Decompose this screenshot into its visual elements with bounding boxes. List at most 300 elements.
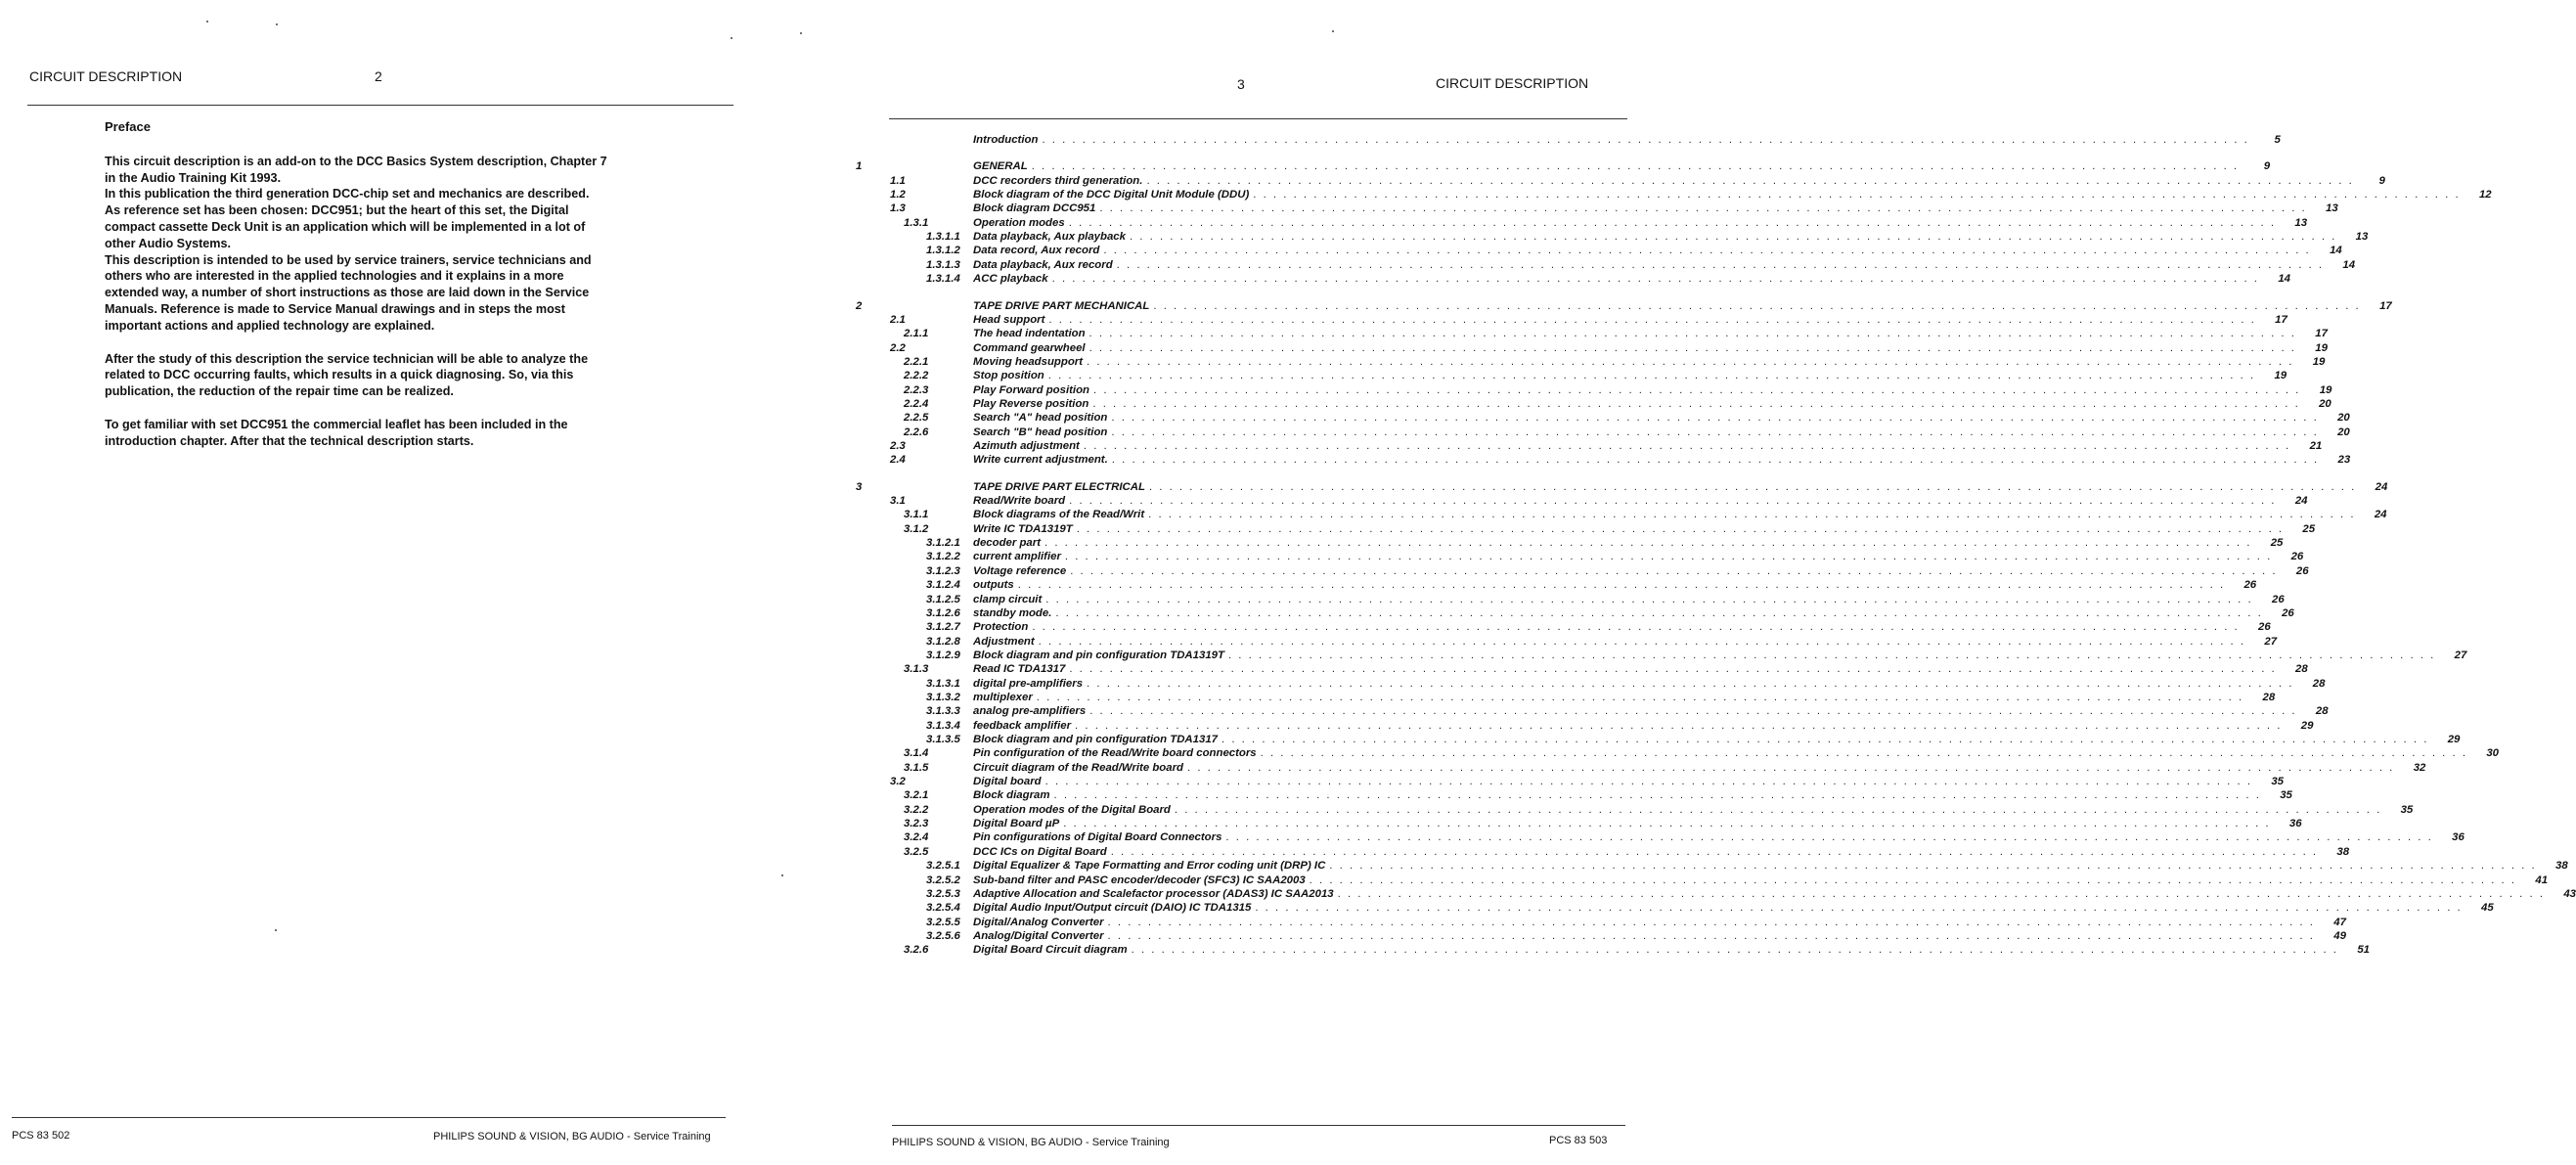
toc-entry-title: Moving headsupport [973,355,1084,368]
toc-entry-page: 13 [2326,202,2338,215]
toc-entry[interactable] [861,705,2329,720]
toc-leader-dots: . . . . . . . . . . . . . . . . . . . . . . . . . . . . . . . . . . . . . . . . . . . . . . . . . . . . . . . . . . . . . . . . . . . . . . . . . . . . . . . . . . . . . . . . . . . . . . . . . . . . . . . . . . . . . . . . . . . . . . . . [1055,606,2263,619]
toc-leader-dots: . . . . . . . . . . . . . . . . . . . . . . . . . . . . . . . . . . . . . . . . . . . . . . . . . . . . . . . . . . . . . . . . . . . . . . . . . . . . . . . . . . . . . . . . . . . . . . . . . . . . . . . . . . . . . . . . . . . . . . . . [1146,174,2354,187]
toc-entry-title: digital pre-amplifiers [973,677,1084,690]
toc-entry[interactable] [861,426,2350,441]
left-footer-rule [12,1117,726,1118]
toc-leader-dots: . . . . . . . . . . . . . . . . . . . . . . . . . . . . . . . . . . . . . . . . . . . . . . . . . . . . . . . . . . . . . . . . . . . . . . . . . . . . . . . . . . . . . . . . . . . . . . . . . . . . . . . . . . . . . . . . . . . . . . . . [1309,874,2517,886]
toc-entry-title: Digital Audio Input/Output circuit (DAIO) IC TDA1315 [973,902,1252,915]
toc-entry-title: Analog/Digital Converter [973,929,1104,942]
toc-entry[interactable] [861,202,2338,217]
preface-line: Manuals. Reference is made to Service Manual drawings and in steps the most [105,301,566,316]
toc-leader-dots: . . . . . . . . . . . . . . . . . . . . . . . . . . . . . . . . . . . . . . . . . . . . . . . . . . . . . . . . . . . . . . . . . . . . . . . . . . . . . . . . . . . . . . . . . . . . . . . . . . . . . . . . . . . . . . . . . . . . . . . . [1047,370,2256,382]
toc-entry-title: Digital/Analog Converter [973,916,1104,928]
toc-entry[interactable] [861,355,2326,371]
toc-entry-title: Voltage reference [973,564,1067,577]
scan-speck [206,21,208,22]
toc-leader-dots: . . . . . . . . . . . . . . . . . . . . . . . . . . . . . . . . . . . . . . . . . . . . . . . . . . . . . . . . . . . . . . . . . . . . . . . . . . . . . . . . . . . . . . . . . . . . . . . . . . . . . . . . . . . . . . . . . . . . . . . . [1221,734,2429,745]
toc-leader-dots: . . . . . . . . . . . . . . . . . . . . . . . . . . . . . . . . . . . . . . . . . . . . . . . . . . . . . . . . . . . . . . . . . . . . . . . . . . . . . . . . . . . . . . . . . . . . . . . . . . . . . . . . . . . . . . . . . . . . . . . . [1088,341,2296,354]
toc-entry[interactable] [861,328,2328,342]
preface-line: This description is intended to be used by service trainers, service technicians and [105,252,592,267]
toc-entry[interactable] [861,635,2278,650]
toc-entry-title: Block diagram and pin configuration TDA1319T [973,649,1224,661]
preface-line: This circuit description is an add-on to the DCC Basics System description, Chapter 7 [105,154,607,168]
preface-line: After the study of this description the service technician will be able to analyze the [105,351,589,366]
toc-entry[interactable] [861,509,2387,523]
toc-entry-number: 3.1.2.9 [926,649,960,661]
toc-entry-title: current amplifier [973,551,1061,563]
toc-entry-title: GENERAL [973,160,1028,173]
toc-entry-page: 25 [2302,522,2316,535]
toc-entry[interactable] [861,397,2332,413]
toc-entry[interactable] [861,313,2287,329]
left-footer-doc-code: PCS 83 502 [12,1130,70,1142]
preface-line: To get familiar with set DCC951 the commercial leaflet has been included in the [105,417,568,431]
toc-entry-number: 3.1.2 [904,522,929,535]
toc-leader-dots: . . . . . . . . . . . . . . . . . . . . . . . . . . . . . . . . . . . . . . . . . . . . . . . . . . . . . . . . . . . . . . . . . . . . . . . . . . . . . . . . . . . . . . . . . . . . . . . . . . . . . . . . . . . . . . . . . . . . . . . . [1225,831,2433,844]
toc-entry-title: The head indentation [973,328,1086,340]
toc-leader-dots: . . . . . . . . . . . . . . . . . . . . . . . . . . . . . . . . . . . . . . . . . . . . . . . . . . . . . . . . . . . . . . . . . . . . . . . . . . . . . . . . . . . . . . . . . . . . . . . . . . . . . . . . . . . . . . . . . . . . . . . . [1042,134,2249,146]
toc-entry[interactable] [861,649,2467,664]
toc-entry-title: Block diagram DCC951 [973,202,1096,215]
toc-entry-number: 3.2.5.5 [926,916,960,928]
toc-entry-page: 20 [2337,426,2350,438]
toc-entry-number: 3.1.3 [904,663,929,676]
toc-entry-number: 2.1 [890,313,906,326]
toc-entry[interactable] [861,818,2302,832]
toc-entry-number: 3.1.2.7 [926,621,960,634]
toc-entry-page: 21 [2309,440,2323,452]
toc-entry-title: Azimuth adjustment [973,440,1080,452]
preface-line: related to DCC occurring faults, which results in a quick diagnosing. So, via this [105,368,574,382]
toc-entry-page: 35 [2400,803,2414,816]
toc-entry-page: 32 [2413,761,2426,774]
toc-entry-title: Protection [973,621,1029,634]
toc-entry-title: Operation modes of the Digital Board [973,803,1171,816]
toc-entry[interactable] [861,564,2309,580]
toc-entry[interactable] [861,593,2285,608]
toc-leader-dots: . . . . . . . . . . . . . . . . . . . . . . . . . . . . . . . . . . . . . . . . . . . . . . . . . . . . . . . . . . . . . . . . . . . . . . . . . . . . . . . . . . . . . . . . . . . . . . . . . . . . . . . . . . . . . . . . . . . . . . . . [1092,383,2301,396]
toc-entry-title: Digital Board Circuit diagram [973,944,1128,957]
toc-entry-page: 27 [2454,649,2467,661]
toc-leader-dots: . . . . . . . . . . . . . . . . . . . . . . . . . . . . . . . . . . . . . . . . . . . . . . . . . . . . . . . . . . . . . . . . . . . . . . . . . . . . . . . . . . . . . . . . . . . . . . . . . . . . . . . . . . . . . . . . . . . . . . . . [1017,579,2226,592]
toc-entry-page: 26 [2258,621,2271,634]
toc-leader-dots: . . . . . . . . . . . . . . . . . . . . . . . . . . . . . . . . . . . . . . . . . . . . . . . . . . . . . . . . . . . . . . . . . . . . . . . . . . . . . . . . . . . . . . . . . . . . . . . . . . . . . . . . . . . . . . . . . . . . . . . . [1031,160,2240,173]
toc-entry[interactable] [861,189,2492,203]
toc-entry[interactable] [861,454,2351,469]
toc-entry[interactable] [861,860,2568,874]
toc-leader-dots: . . . . . . . . . . . . . . . . . . . . . . . . . . . . . . . . . . . . . . . . . . . . . . . . . . . . . . . . . . . . . . . . . . . . . . . . . . . . . . . . . . . . . . . . . . . . . . . . . . . . . . . . . . . . . . . . . . . . . . . . [1044,537,2252,550]
toc-entry-title: Digital Board µP [973,818,1060,830]
preface-line: other Audio Systems. [105,236,231,250]
toc-entry-page: 13 [2355,231,2369,244]
toc-entry[interactable] [856,160,2271,175]
toc-entry-page: 17 [2275,313,2287,326]
toc-entry[interactable] [861,174,2385,190]
toc-entry-title: outputs [973,579,1014,592]
toc-leader-dots: . . . . . . . . . . . . . . . . . . . . . . . . . . . . . . . . . . . . . . . . . . . . . . . . . . . . . . . . . . . . . . . . . . . . . . . . . . . . . . . . . . . . . . . . . . . . . . . . . . . . . . . . . . . . . . . . . . . . . . . . [1089,705,2297,718]
toc-leader-dots: . . . . . . . . . . . . . . . . . . . . . . . . . . . . . . . . . . . . . . . . . . . . . . . . . . . . . . . . . . . . . . . . . . . . . . . . . . . . . . . . . . . . . . . . . . . . . . . . . . . . . . . . . . . . . . . . . . . . . . . . [1255,902,2463,915]
preface-line: compact cassette Deck Unit is an application which will be implemented in a lot of [105,219,586,234]
toc-entry-number: 3.1.2.3 [926,564,960,577]
toc-entry-page: 19 [2319,383,2332,396]
toc-entry-number: 3.1 [890,495,906,508]
preface-line: As reference set has been chosen: DCC951; but the heart of this set, the Digital [105,203,569,218]
toc-entry-page: 38 [2336,845,2350,858]
toc-leader-dots: . . . . . . . . . . . . . . . . . . . . . . . . . . . . . . . . . . . . . . . . . . . . . . . . . . . . . . . . . . . . . . . . . . . . . . . . . . . . . . . . . . . . . . . . . . . . . . . . . . . . . . . . . . . . . . . . . . . . . . . . [1051,273,2259,286]
toc-entry-title: Search "A" head position [973,412,1108,425]
toc-entry-page: 24 [2374,509,2387,521]
toc-entry-page: 47 [2333,916,2346,928]
toc-entry-number: 2.2 [890,341,906,354]
toc-entry[interactable] [861,944,2370,959]
toc-entry-title: Play Forward position [973,383,1089,396]
toc-entry[interactable] [861,719,2314,735]
toc-entry-number: 2.2.3 [904,383,929,396]
toc-leader-dots: . . . . . . . . . . . . . . . . . . . . . . . . . . . . . . . . . . . . . . . . . . . . . . . . . . . . . . . . . . . . . . . . . . . . . . . . . . . . . . . . . . . . . . . . . . . . . . . . . . . . . . . . . . . . . . . . . . . . . . . . [1111,454,2320,467]
toc-entry[interactable] [861,776,2284,790]
toc-entry-page: 35 [2280,789,2292,802]
preface-line: introduction chapter. After that the technical description starts. [105,433,474,448]
toc-leader-dots: . . . . . . . . . . . . . . . . . . . . . . . . . . . . . . . . . . . . . . . . . . . . . . . . . . . . . . . . . . . . . . . . . . . . . . . . . . . . . . . . . . . . . . . . . . . . . . . . . . . . . . . . . . . . . . . . . . . . . . . . [1337,887,2545,900]
scan-speck [1332,30,1334,32]
toc-leader-dots: . . . . . . . . . . . . . . . . . . . . . . . . . . . . . . . . . . . . . . . . . . . . . . . . . . . . . . . . . . . . . . . . . . . . . . . . . . . . . . . . . . . . . . . . . . . . . . . . . . . . . . . . . . . . . . . . . . . . . . . . [1045,593,2253,605]
toc-entry-number: 2.2.2 [904,370,929,382]
toc-entry-number: 2.2.4 [904,397,929,410]
preface-paragraph [105,417,691,450]
toc-leader-dots: . . . . . . . . . . . . . . . . . . . . . . . . . . . . . . . . . . . . . . . . . . . . . . . . . . . . . . . . . . . . . . . . . . . . . . . . . . . . . . . . . . . . . . . . . . . . . . . . . . . . . . . . . . . . . . . . . . . . . . . . [1111,412,2319,425]
toc-entry-number: 1.3.1.3 [926,258,960,271]
toc-entry-number: 2.1.1 [904,328,929,340]
toc-entry-title: Block diagrams of the Read/Writ [973,509,1145,521]
toc-leader-dots: . . . . . . . . . . . . . . . . . . . . . . . . . . . . . . . . . . . . . . . . . . . . . . . . . . . . . . . . . . . . . . . . . . . . . . . . . . . . . . . . . . . . . . . . . . . . . . . . . . . . . . . . . . . . . . . . . . . . . . . . [1099,202,2307,215]
right-footer-publisher: PHILIPS SOUND & VISION, BG AUDIO - Service Training [892,1137,1170,1148]
toc-leader-dots: . . . . . . . . . . . . . . . . . . . . . . . . . . . . . . . . . . . . . . . . . . . . . . . . . . . . . . . . . . . . . . . . . . . . . . . . . . . . . . . . . . . . . . . . . . . . . . . . . . . . . . . . . . . . . . . . . . . . . . . . [1153,299,2361,312]
toc-entry-page: 49 [2333,929,2346,942]
toc-entry[interactable] [861,412,2350,426]
toc-entry[interactable] [861,522,2316,538]
toc-entry-number: 1.3.1.1 [926,231,960,244]
toc-entry-number: 3.1.2.5 [926,593,960,605]
toc-entry-page: 26 [2271,593,2285,605]
toc-entry-page: 9 [2263,160,2271,173]
toc-entry-page: 28 [2262,691,2276,703]
toc-entry[interactable] [861,734,2461,748]
toc-entry-title: Digital Equalizer & Tape Formatting and Error coding unit (DRP) IC [973,860,1326,873]
toc-entry-page: 36 [2288,818,2302,830]
toc-leader-dots: . . . . . . . . . . . . . . . . . . . . . . . . . . . . . . . . . . . . . . . . . . . . . . . . . . . . . . . . . . . . . . . . . . . . . . . . . . . . . . . . . . . . . . . . . . . . . . . . . . . . . . . . . . . . . . . . . . . . . . . . [1107,929,2315,942]
toc-leader-dots: . . . . . . . . . . . . . . . . . . . . . . . . . . . . . . . . . . . . . . . . . . . . . . . . . . . . . . . . . . . . . . . . . . . . . . . . . . . . . . . . . . . . . . . . . . . . . . . . . . . . . . . . . . . . . . . . . . . . . . . . [1036,691,2244,703]
toc-entry-number: 3.1.2.8 [926,635,960,648]
toc-entry-number: 3.2.5.1 [926,860,960,873]
toc-leader-dots: . . . . . . . . . . . . . . . . . . . . . . . . . . . . . . . . . . . . . . . . . . . . . . . . . . . . . . . . . . . . . . . . . . . . . . . . . . . . . . . . . . . . . . . . . . . . . . . . . . . . . . . . . . . . . . . . . . . . . . . . [1148,480,2357,493]
toc-entry[interactable] [856,480,2388,496]
scan-speck [731,37,733,39]
toc-leader-dots: . . . . . . . . . . . . . . . . . . . . . . . . . . . . . . . . . . . . . . . . . . . . . . . . . . . . . . . . . . . . . . . . . . . . . . . . . . . . . . . . . . . . . . . . . . . . . . . . . . . . . . . . . . . . . . . . . . . . . . . . [1174,803,2382,816]
toc-entry[interactable] [861,216,2308,232]
toc-entry-title: DCC ICs on Digital Board [973,845,1107,858]
toc-entry-title: Adaptive Allocation and Scalefactor processor (ADAS3) IC SAA2013 [973,887,1334,900]
toc-entry-number: 3.2 [890,776,906,788]
toc-leader-dots: . . . . . . . . . . . . . . . . . . . . . . . . . . . . . . . . . . . . . . . . . . . . . . . . . . . . . . . . . . . . . . . . . . . . . . . . . . . . . . . . . . . . . . . . . . . . . . . . . . . . . . . . . . . . . . . . . . . . . . . . [1260,747,2468,760]
toc-entry[interactable] [861,831,2465,846]
toc-entry-page: 26 [2295,564,2309,577]
toc-leader-dots: . . . . . . . . . . . . . . . . . . . . . . . . . . . . . . . . . . . . . . . . . . . . . . . . . . . . . . . . . . . . . . . . . . . . . . . . . . . . . . . . . . . . . . . . . . . . . . . . . . . . . . . . . . . . . . . . . . . . . . . . [1092,397,2300,410]
toc-entry-number: 3.2.4 [904,831,929,844]
toc-entry[interactable] [856,299,2392,315]
toc-entry-number: 3.2.1 [904,789,929,802]
toc-entry[interactable] [861,789,2292,804]
toc-entry[interactable] [861,747,2500,762]
toc-entry-title: Pin configurations of Digital Board Connectors [973,831,1222,844]
toc-entry[interactable] [861,606,2294,622]
toc-leader-dots: . . . . . . . . . . . . . . . . . . . . . . . . . . . . . . . . . . . . . . . . . . . . . . . . . . . . . . . . . . . . . . . . . . . . . . . . . . . . . . . . . . . . . . . . . . . . . . . . . . . . . . . . . . . . . . . . . . . . . . . . [1111,426,2319,438]
toc-entry-title: Data record, Aux record [973,245,1100,257]
toc-entry-title: Command gearwheel [973,341,1086,354]
toc-entry-title: Circuit diagram of the Read/Write board [973,761,1183,774]
toc-leader-dots: . . . . . . . . . . . . . . . . . . . . . . . . . . . . . . . . . . . . . . . . . . . . . . . . . . . . . . . . . . . . . . . . . . . . . . . . . . . . . . . . . . . . . . . . . . . . . . . . . . . . . . . . . . . . . . . . . . . . . . . . [1048,313,2256,326]
toc-entry-page: 28 [2315,705,2329,718]
toc-entry-title: Introduction [973,134,1039,146]
toc-entry-title: Read IC TDA1317 [973,663,1066,676]
toc-entry-page: 24 [2294,495,2308,508]
toc-entry-page: 13 [2294,216,2308,229]
toc-entry-number: 3.2.3 [904,818,929,830]
toc-leader-dots: . . . . . . . . . . . . . . . . . . . . . . . . . . . . . . . . . . . . . . . . . . . . . . . . . . . . . . . . . . . . . . . . . . . . . . . . . . . . . . . . . . . . . . . . . . . . . . . . . . . . . . . . . . . . . . . . . . . . . . . . [1069,663,2277,676]
toc-leader-dots: . . . . . . . . . . . . . . . . . . . . . . . . . . . . . . . . . . . . . . . . . . . . . . . . . . . . . . . . . . . . . . . . . . . . . . . . . . . . . . . . . . . . . . . . . . . . . . . . . . . . . . . . . . . . . . . . . . . . . . . . [1087,677,2294,690]
toc-leader-dots: . . . . . . . . . . . . . . . . . . . . . . . . . . . . . . . . . . . . . . . . . . . . . . . . . . . . . . . . . . . . . . . . . . . . . . . . . . . . . . . . . . . . . . . . . . . . . . . . . . . . . . . . . . . . . . . . . . . . . . . . [1131,944,2338,957]
toc-entry[interactable] [861,803,2414,819]
scan-speck [275,929,277,931]
preface [105,119,691,467]
toc-entry-number: 1.1 [890,174,906,187]
toc-leader-dots: . . . . . . . . . . . . . . . . . . . . . . . . . . . . . . . . . . . . . . . . . . . . . . . . . . . . . . . . . . . . . . . . . . . . . . . . . . . . . . . . . . . . . . . . . . . . . . . . . . . . . . . . . . . . . . . . . . . . . . . . [1088,328,2296,340]
toc-entry-page: 38 [2555,860,2568,873]
right-header-rule [889,118,1627,119]
toc-leader-dots: . . . . . . . . . . . . . . . . . . . . . . . . . . . . . . . . . . . . . . . . . . . . . . . . . . . . . . . . . . . . . . . . . . . . . . . . . . . . . . . . . . . . . . . . . . . . . . . . . . . . . . . . . . . . . . . . . . . . . . . . [1032,621,2240,634]
toc-entry-title: Digital board [973,776,1042,788]
toc-entry-title: clamp circuit [973,593,1043,605]
toc-entry-title: Data playback, Aux playback [973,231,1126,244]
right-header-section: CIRCUIT DESCRIPTION [1436,75,1589,91]
toc-entry-number: 3 [856,480,863,493]
toc-entry[interactable] [861,845,2350,861]
toc-entry-number: 3.1.5 [904,761,929,774]
toc-entry[interactable] [861,273,2290,288]
toc-entry[interactable] [861,621,2271,636]
toc-entry[interactable] [861,887,2576,903]
toc-leader-dots: . . . . . . . . . . . . . . . . . . . . . . . . . . . . . . . . . . . . . . . . . . . . . . . . . . . . . . . . . . . . . . . . . . . . . . . . . . . . . . . . . . . . . . . . . . . . . . . . . . . . . . . . . . . . . . . . . . . . . . . . [1068,216,2277,229]
toc-entry[interactable] [861,663,2308,678]
toc-entry-number: 3.1.3.3 [926,705,960,718]
toc-entry-title: Write current adjustment. [973,454,1108,467]
toc-entry-title: Sub-band filter and PASC encoder/decoder (SFC3) IC SAA2003 [973,874,1306,886]
scan-speck [276,23,278,25]
toc-entry-page: 20 [2319,397,2332,410]
toc-entry-page: 45 [2481,902,2494,915]
toc-entry[interactable] [861,916,2346,931]
toc-entry-number: 3.1.4 [904,747,929,760]
toc-entry[interactable] [861,537,2284,552]
toc-entry-page: 51 [2357,944,2370,957]
toc-entry-title: Head support [973,313,1045,326]
toc-leader-dots: . . . . . . . . . . . . . . . . . . . . . . . . . . . . . . . . . . . . . . . . . . . . . . . . . . . . . . . . . . . . . . . . . . . . . . . . . . . . . . . . . . . . . . . . . . . . . . . . . . . . . . . . . . . . . . . . . . . . . . . . [1044,776,2252,788]
left-footer-publisher: PHILIPS SOUND & VISION, BG AUDIO - Service Training [433,1131,711,1143]
toc-leader-dots: . . . . . . . . . . . . . . . . . . . . . . . . . . . . . . . . . . . . . . . . . . . . . . . . . . . . . . . . . . . . . . . . . . . . . . . . . . . . . . . . . . . . . . . . . . . . . . . . . . . . . . . . . . . . . . . . . . . . . . . . [1116,258,2325,271]
toc-entry-number: 1.3.1.4 [926,273,960,286]
toc-entry-page: 19 [2315,341,2328,354]
toc-entry[interactable] [861,231,2369,246]
toc-leader-dots: . . . . . . . . . . . . . . . . . . . . . . . . . . . . . . . . . . . . . . . . . . . . . . . . . . . . . . . . . . . . . . . . . . . . . . . . . . . . . . . . . . . . . . . . . . . . . . . . . . . . . . . . . . . . . . . . . . . . . . . . [1329,860,2537,873]
toc-entry-number: 2.3 [890,440,906,452]
toc-entry[interactable] [861,874,2549,889]
toc-entry-number: 3.2.5.4 [926,902,960,915]
toc-entry-page: 19 [2274,370,2287,382]
toc-entry[interactable] [861,383,2332,399]
toc-entry-title: Block diagram of the DCC Digital Unit Module (DDU) [973,189,1250,202]
toc-entry-page: 17 [2315,328,2328,340]
toc-entry-page: 43 [2563,887,2576,900]
toc-entry-page: 29 [2300,719,2314,732]
toc-entry-page: 28 [2312,677,2326,690]
toc-entry-title: TAPE DRIVE PART MECHANICAL [973,299,1150,312]
left-header-rule [27,105,733,106]
toc-leader-dots: . . . . . . . . . . . . . . . . . . . . . . . . . . . . . . . . . . . . . . . . . . . . . . . . . . . . . . . . . . . . . . . . . . . . . . . . . . . . . . . . . . . . . . . . . . . . . . . . . . . . . . . . . . . . . . . . . . . . . . . . [1110,845,2319,858]
toc-entry[interactable] [861,134,2281,149]
toc-entry-page: 12 [2478,189,2492,202]
toc-entry-title: multiplexer [973,691,1033,703]
toc-entry-page: 26 [2243,579,2257,592]
toc-entry-page: 9 [2378,174,2385,187]
toc-entry-page: 29 [2447,734,2461,745]
toc-leader-dots: . . . . . . . . . . . . . . . . . . . . . . . . . . . . . . . . . . . . . . . . . . . . . . . . . . . . . . . . . . . . . . . . . . . . . . . . . . . . . . . . . . . . . . . . . . . . . . . . . . . . . . . . . . . . . . . . . . . . . . . . [1063,818,2271,830]
preface-line: important actions and applied technology are explained. [105,318,435,333]
left-header-page-number: 2 [375,68,382,84]
toc-entry[interactable] [861,495,2308,510]
toc-leader-dots: . . . . . . . . . . . . . . . . . . . . . . . . . . . . . . . . . . . . . . . . . . . . . . . . . . . . . . . . . . . . . . . . . . . . . . . . . . . . . . . . . . . . . . . . . . . . . . . . . . . . . . . . . . . . . . . . . . . . . . . . [1107,916,2315,928]
toc-entry-title: ACC playback [973,273,1048,286]
toc-entry-page: 17 [2379,299,2392,312]
toc-entry-title: standby mode. [973,606,1052,619]
right-page [856,0,2576,1165]
toc-entry-page: 23 [2337,454,2351,467]
toc-leader-dots: . . . . . . . . . . . . . . . . . . . . . . . . . . . . . . . . . . . . . . . . . . . . . . . . . . . . . . . . . . . . . . . . . . . . . . . . . . . . . . . . . . . . . . . . . . . . . . . . . . . . . . . . . . . . . . . . . . . . . . . . [1087,355,2294,368]
toc-entry-number: 1.2 [890,189,906,202]
scan-speck [781,874,783,876]
toc-entry[interactable] [861,370,2287,384]
toc-entry-number: 1.3.1.2 [926,245,960,257]
toc-entry-number: 2.2.1 [904,355,929,368]
toc-entry[interactable] [861,691,2276,706]
toc-entry-number: 3.2.6 [904,944,929,957]
toc-entry-page: 14 [2342,258,2356,271]
toc-entry-page: 26 [2282,606,2294,619]
right-header-page-number: 3 [1237,76,1245,92]
toc-entry-title: Play Reverse position [973,397,1089,410]
toc-leader-dots: . . . . . . . . . . . . . . . . . . . . . . . . . . . . . . . . . . . . . . . . . . . . . . . . . . . . . . . . . . . . . . . . . . . . . . . . . . . . . . . . . . . . . . . . . . . . . . . . . . . . . . . . . . . . . . . . . . . . . . . . [1053,789,2261,802]
toc-entry[interactable] [861,440,2323,455]
toc-entry[interactable] [861,902,2494,917]
toc-leader-dots: . . . . . . . . . . . . . . . . . . . . . . . . . . . . . . . . . . . . . . . . . . . . . . . . . . . . . . . . . . . . . . . . . . . . . . . . . . . . . . . . . . . . . . . . . . . . . . . . . . . . . . . . . . . . . . . . . . . . . . . . [1076,522,2285,535]
toc-entry-title: Read/Write board [973,495,1066,508]
toc-entry-number: 3.2.5.3 [926,887,960,900]
preface-line: In this publication the third generation DCC-chip set and mechanics are described. [105,187,590,202]
toc-leader-dots: . . . . . . . . . . . . . . . . . . . . . . . . . . . . . . . . . . . . . . . . . . . . . . . . . . . . . . . . . . . . . . . . . . . . . . . . . . . . . . . . . . . . . . . . . . . . . . . . . . . . . . . . . . . . . . . . . . . . . . . . [1129,231,2337,244]
toc-entry-title: Block diagram [973,789,1050,802]
toc-leader-dots: . . . . . . . . . . . . . . . . . . . . . . . . . . . . . . . . . . . . . . . . . . . . . . . . . . . . . . . . . . . . . . . . . . . . . . . . . . . . . . . . . . . . . . . . . . . . . . . . . . . . . . . . . . . . . . . . . . . . . . . . [1038,635,2246,648]
toc-entry-title: Block diagram and pin configuration TDA1317 [973,734,1218,745]
toc-entry-number: 3.1.3.5 [926,734,960,745]
toc-entry-title: Adjustment [973,635,1035,648]
toc-entry-page: 35 [2271,776,2284,788]
toc-leader-dots: . . . . . . . . . . . . . . . . . . . . . . . . . . . . . . . . . . . . . . . . . . . . . . . . . . . . . . . . . . . . . . . . . . . . . . . . . . . . . . . . . . . . . . . . . . . . . . . . . . . . . . . . . . . . . . . . . . . . . . . . [1103,245,2311,257]
toc-entry-title: Write IC TDA1319T [973,522,1073,535]
toc-entry-number: 2.2.6 [904,426,929,438]
toc-entry-title: Pin configuration of the Read/Write board connectors [973,747,1257,760]
toc-entry[interactable] [861,258,2356,274]
preface-line: publication, the reduction of the repair time can be realized. [105,384,454,399]
toc-entry-number: 2.4 [890,454,906,467]
right-footer-doc-code: PCS 83 503 [1549,1135,1608,1146]
preface-paragraph [105,351,691,400]
toc-entry-page: 28 [2295,663,2308,676]
toc-entry-number: 3.1.2.1 [926,537,960,550]
preface-line: extended way, a number of short instructions as those are laid down in the Service [105,286,590,300]
toc-entry-title: Data playback, Aux record [973,258,1113,271]
toc-entry[interactable] [861,341,2328,357]
toc-entry[interactable] [861,579,2257,594]
toc-entry-number: 3.2.5 [904,845,929,858]
toc-entry-page: 36 [2452,831,2465,844]
toc-entry-number: 3.2.5.2 [926,874,960,886]
toc-entry[interactable] [861,929,2346,945]
toc-entry-number: 3.1.3.4 [926,719,960,732]
toc-entry-title: analog pre-amplifiers [973,705,1087,718]
toc-entry-page: 27 [2264,635,2278,648]
toc-leader-dots: . . . . . . . . . . . . . . . . . . . . . . . . . . . . . . . . . . . . . . . . . . . . . . . . . . . . . . . . . . . . . . . . . . . . . . . . . . . . . . . . . . . . . . . . . . . . . . . . . . . . . . . . . . . . . . . . . . . . . . . . [1083,440,2291,452]
toc-entry-title: DCC recorders third generation. [973,174,1143,187]
toc-entry-title: decoder part [973,537,1041,550]
toc-entry-number: 2 [856,299,863,312]
toc-entry-page: 24 [2375,480,2388,493]
toc-entry-number: 3.2.5.6 [926,929,960,942]
toc-entry-page: 25 [2270,537,2284,550]
toc-entry-title: Search "B" head position [973,426,1108,438]
toc-entry-number: 3.1.3.2 [926,691,960,703]
scan-speck [800,32,802,34]
toc-entry[interactable] [861,245,2342,259]
toc-entry[interactable] [861,677,2326,693]
toc-entry-title: Operation modes [973,216,1065,229]
preface-line: others who are interested in the applied technologies and it explains in a more [105,269,564,284]
toc-entry-title: feedback amplifier [973,719,1072,732]
toc-entry[interactable] [861,761,2426,777]
toc-entry-number: 1 [856,160,863,173]
right-footer-rule [892,1125,1625,1126]
toc-entry-page: 5 [2274,134,2281,146]
toc-leader-dots: . . . . . . . . . . . . . . . . . . . . . . . . . . . . . . . . . . . . . . . . . . . . . . . . . . . . . . . . . . . . . . . . . . . . . . . . . . . . . . . . . . . . . . . . . . . . . . . . . . . . . . . . . . . . . . . . . . . . . . . . [1069,495,2277,508]
toc-entry-number: 3.1.2.2 [926,551,960,563]
left-header-section: CIRCUIT DESCRIPTION [29,68,183,84]
toc-entry-number: 3.1.2.6 [926,606,960,619]
toc-entry-number: 3.2.2 [904,803,929,816]
preface-line: in the Audio Training Kit 1993. [105,170,282,185]
toc-entry-number: 3.1.3.1 [926,677,960,690]
toc-entry-title: Stop position [973,370,1044,382]
toc-entry[interactable] [861,551,2304,565]
toc-entry-page: 14 [2278,273,2290,286]
toc-entry-page: 19 [2312,355,2326,368]
